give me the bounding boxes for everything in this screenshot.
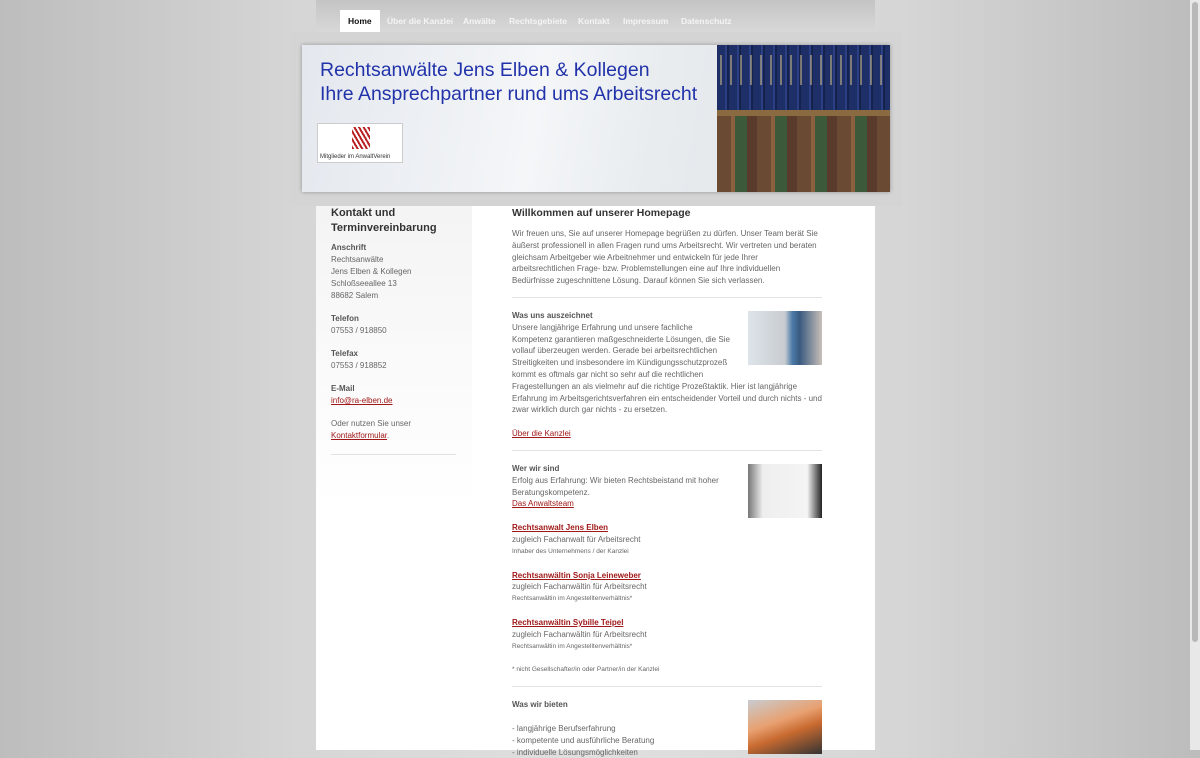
files-photo [748, 700, 822, 754]
section-title: Was uns auszeichnet [512, 310, 822, 322]
email-link[interactable]: info@ra-elben.de [331, 396, 393, 405]
section-auszeichnung [512, 297, 822, 440]
intro-text: Wir freuen uns, Sie auf unserer Homepage begrüßen zu dürfen. Unser Team berät Sie äußerst professionell in allen Fragen rund ums Arbeitsrecht. Wir vertreten und beraten gleichsam Arbeitgeber wie Arbeitnehmer und entwickeln für jede Ihrer arbeitsrechtlichen Frage- bzw. Problemstellungen eine auf Ihre individuellen Bedürfnisse zugeschnittene Lösung. Darauf können Sie sich verlassen. [512, 228, 822, 287]
main-content [512, 206, 822, 758]
anwaltverein-badge[interactable] [317, 123, 403, 163]
scrollbar[interactable] [1190, 0, 1200, 750]
ueber-die-kanzlei-link[interactable]: Über die Kanzlei [512, 429, 571, 438]
period: . [387, 431, 389, 440]
lawyer-note: Rechtsanwältin im Angestelltenverhältnis* [512, 641, 822, 653]
lawyer-role: zugleich Fachanwältin für Arbeitsrecht [512, 629, 822, 641]
address-line: Schloßseeallee 13 [331, 278, 456, 290]
section-wer-wir-sind [512, 450, 822, 676]
anwaltsteam-link[interactable]: Das Anwaltsteam [512, 499, 574, 508]
offer-item: - langjährige Berufserfahrung [512, 723, 822, 735]
sidebar [316, 206, 472, 750]
header-banner [302, 45, 890, 192]
section-title: Wer wir sind [512, 463, 822, 475]
section-text-content: Unsere langjährige Erfahrung und unsere fachliche Kompetenz garantieren maßgeschneiderte Lösungen, die Sie vollauf überzeugen werden. Gerade bei arbeitsrechtlichen Streitigkeiten und insbesondere im Kündigungsschutzprozeß kommt es oftmals gar nicht so sehr auf die rechtlichen Fragestellungen an als vielmehr auf die richtige Prozeßtaktik. Hier ist langjährige Erfahrung im Arbeitsgerichtsverfahren ein entscheidender Vorteil und durch nichts - und zwar wirklich durch gar nichts - zu ersetzen. [512, 323, 822, 415]
phone-label: Telefon [331, 313, 456, 325]
lawyer-role: zugleich Fachanwalt für Arbeitsrecht [512, 534, 822, 546]
lawyer-link[interactable]: Rechtsanwalt Jens Elben [512, 523, 608, 532]
office-photo [748, 311, 822, 365]
form-text: Oder nutzen Sie unser [331, 418, 456, 430]
header [290, 32, 902, 206]
section-title: Was wir bieten [512, 699, 822, 711]
nav-impressum[interactable]: Impressum [615, 10, 676, 32]
section-was-wir-bieten [512, 686, 822, 758]
nav-rechtsgebiete[interactable]: Rechtsgebiete [501, 10, 575, 32]
address-line: Rechtsanwälte [331, 254, 456, 266]
lawyer-note: Rechtsanwältin im Angestelltenverhältnis* [512, 593, 822, 605]
lawyer-link[interactable]: Rechtsanwältin Sonja Leineweber [512, 571, 641, 580]
nav-ueber-die-kanzlei[interactable]: Über die Kanzlei [379, 10, 461, 32]
door-sign-photo [748, 464, 822, 518]
nav-home[interactable]: Home [340, 10, 380, 32]
page-title: Willkommen auf unserer Homepage [512, 206, 822, 220]
email-label: E-Mail [331, 383, 456, 395]
lawyer-note: Inhaber des Unternehmens / der Kanzlei [512, 546, 822, 558]
offer-item: - individuelle Lösungsmöglichkeiten [512, 747, 822, 758]
main-nav [316, 0, 875, 32]
scrollbar-thumb[interactable] [1192, 2, 1198, 642]
section-text: Erfolg aus Erfahrung: Wir bieten Rechtsbeistand mit hoher Beratungskompetenz. [512, 475, 822, 499]
address-line: Jens Elben & Kollegen [331, 266, 456, 278]
site-subtitle: Ihre Ansprechpartner rund ums Arbeitsrecht [320, 83, 697, 106]
contact-form-link[interactable]: Kontaktformular [331, 431, 387, 440]
footnote: * nicht Gesellschafter/in oder Partner/in der Kanzlei [512, 664, 822, 676]
lawyer-role: zugleich Fachanwältin für Arbeitsrecht [512, 581, 822, 593]
address-label: Anschrift [331, 242, 456, 254]
offer-item: - kompetente und ausführliche Beratung [512, 735, 822, 747]
anwaltverein-logo-icon [352, 127, 370, 149]
nav-anwaelte[interactable]: Anwälte [455, 10, 504, 32]
sidebar-title: Kontakt und Terminvereinbarung [331, 206, 456, 236]
badge-caption: Mitglieder im AnwaltVerein [320, 154, 390, 160]
address-line: 88682 Salem [331, 290, 456, 302]
site-title: Rechtsanwälte Jens Elben & Kollegen [320, 59, 650, 82]
bookshelf-photo [717, 45, 890, 192]
phone-number: 07553 / 918850 [331, 326, 387, 335]
fax-label: Telefax [331, 348, 456, 360]
nav-kontakt[interactable]: Kontakt [570, 10, 618, 32]
fax-number: 07553 / 918852 [331, 361, 387, 370]
lawyer-link[interactable]: Rechtsanwältin Sybille Teipel [512, 618, 623, 627]
nav-datenschutz[interactable]: Datenschutz [673, 10, 740, 32]
